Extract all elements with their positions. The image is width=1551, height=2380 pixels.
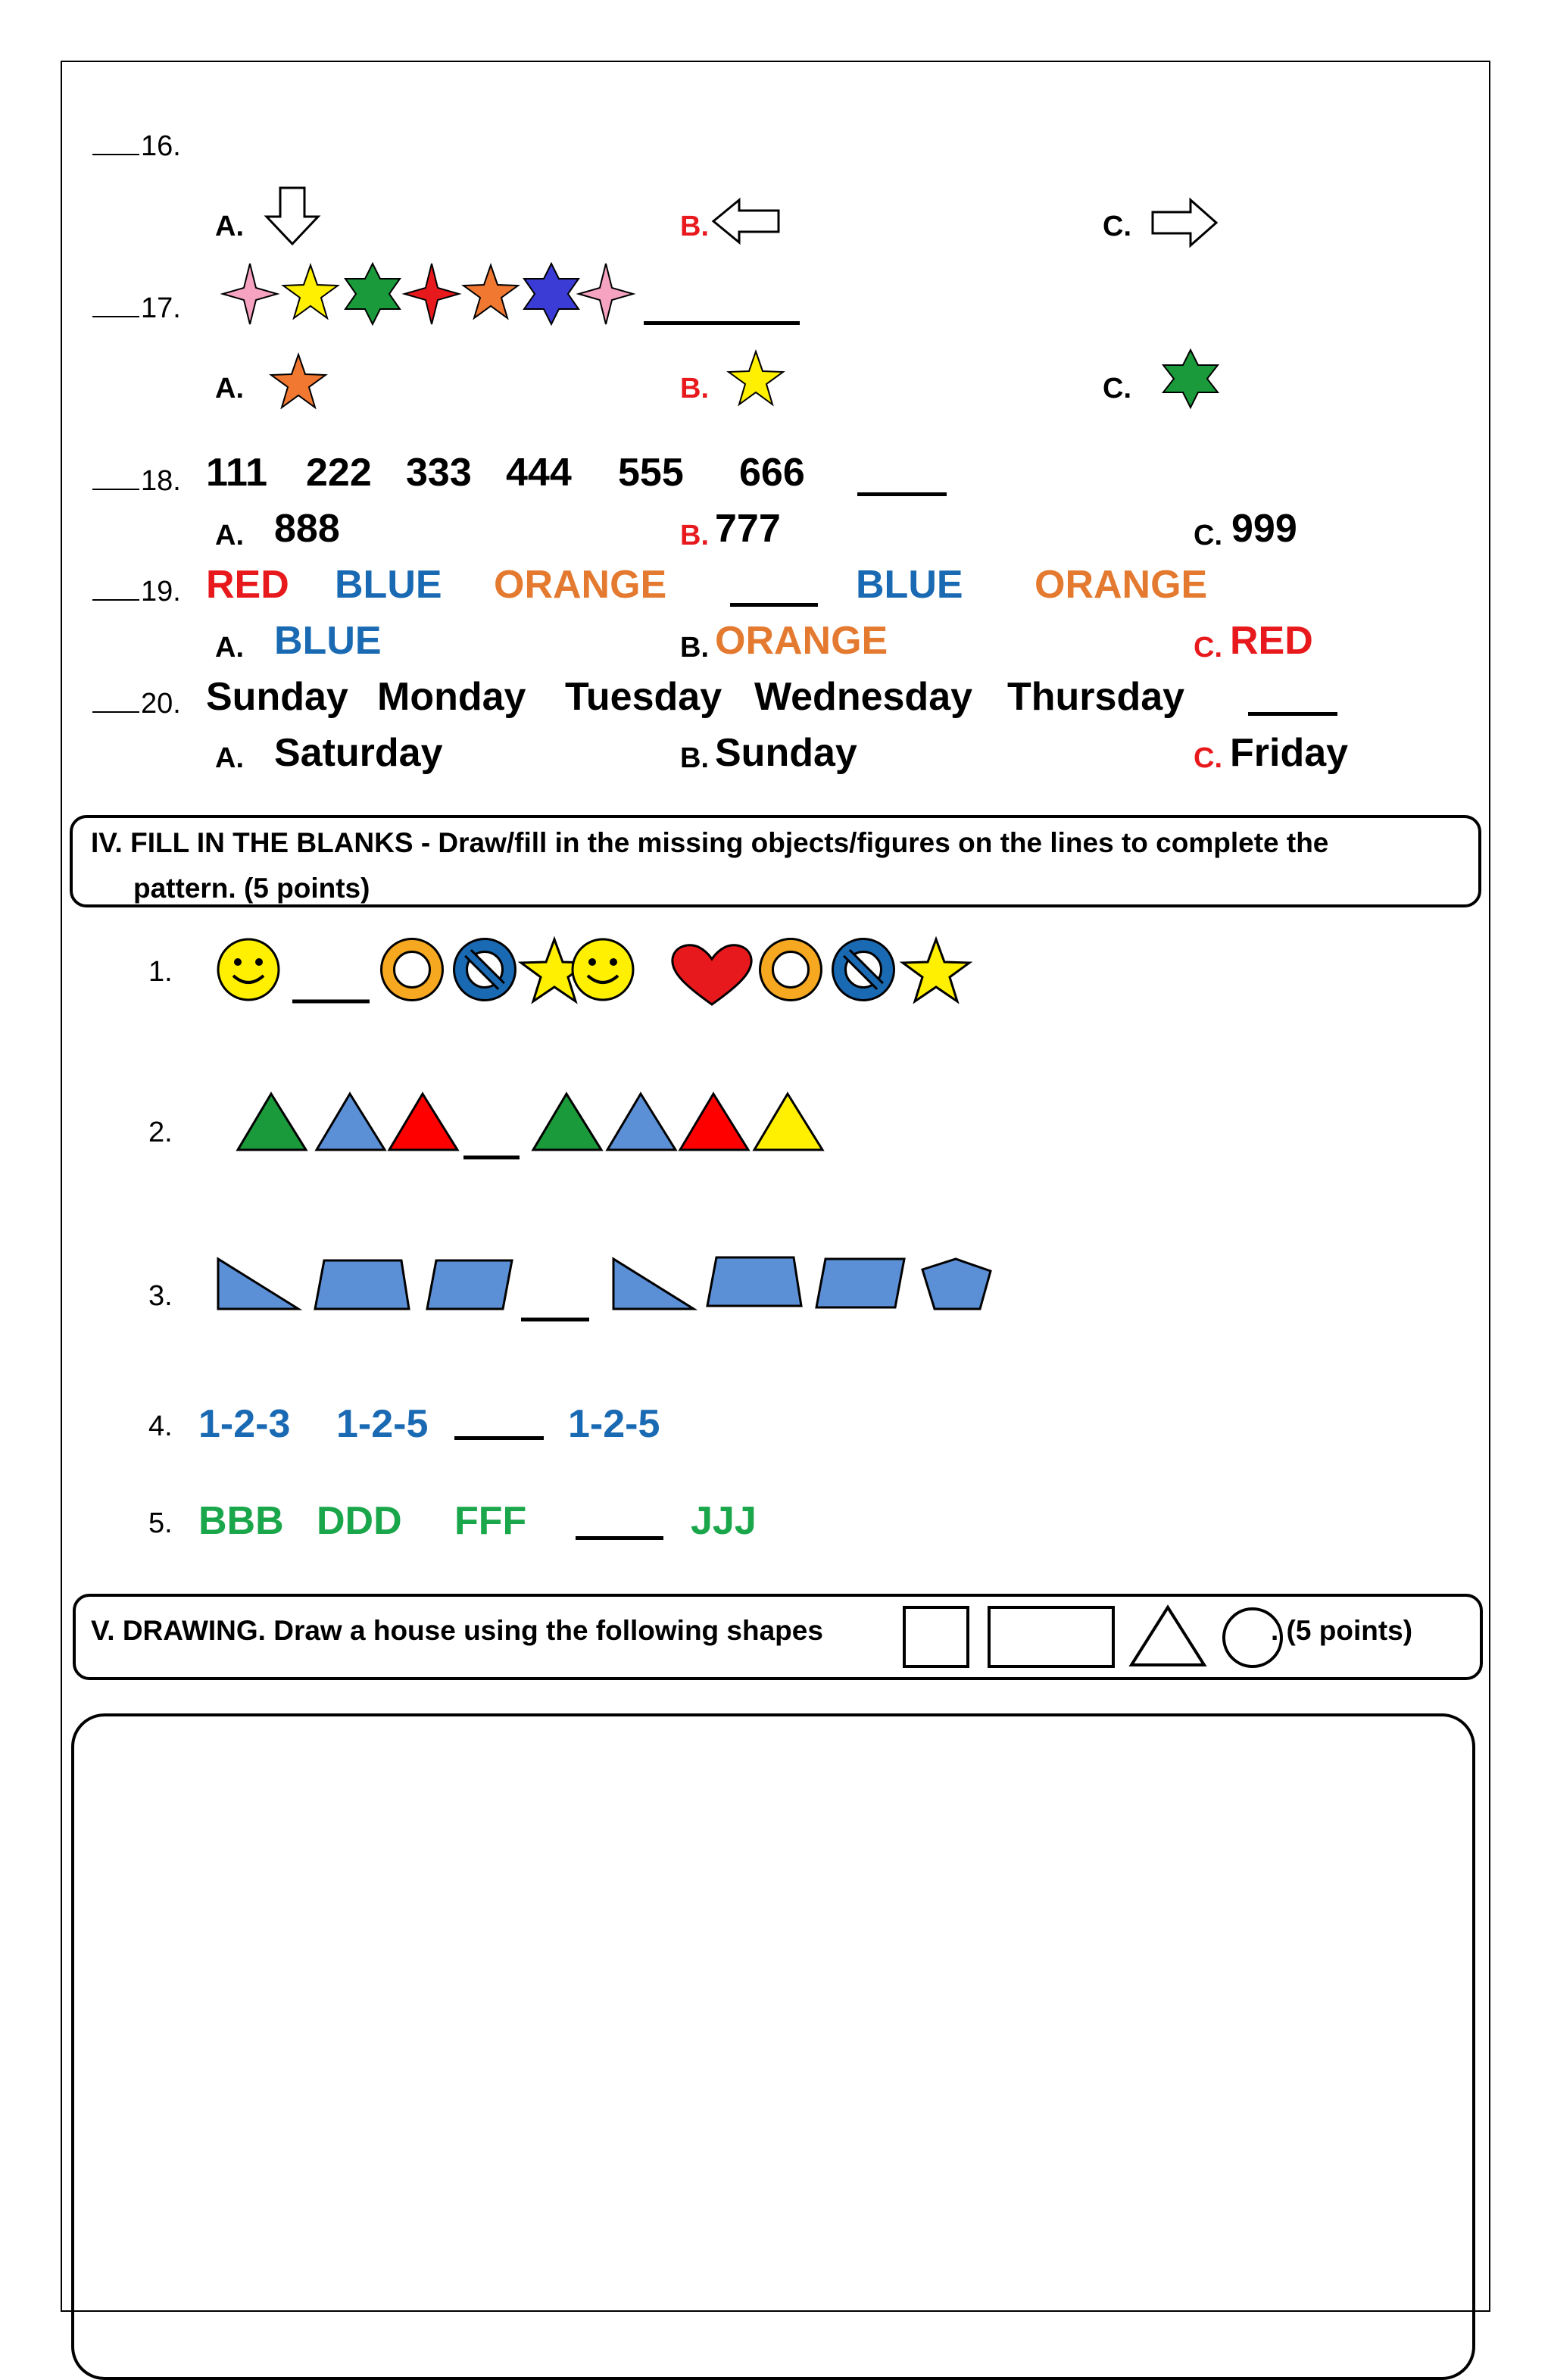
pattern-5-item-1: BBB (198, 1499, 284, 1543)
section-4-title-line2: pattern. (5 points) (133, 873, 370, 904)
q18-option-c-letter: C. (1194, 520, 1222, 551)
q18-answer-line[interactable] (857, 492, 947, 496)
q19-option-c-letter: C. (1194, 632, 1222, 664)
question-16-number: 16. (92, 130, 181, 163)
q20-seq-5: Thursday (1007, 675, 1185, 719)
q20-seq-1: Sunday (206, 675, 348, 719)
q19-seq-red: RED (206, 563, 289, 607)
red-four-point-star-icon (404, 264, 459, 324)
green-six-point-star-icon (345, 264, 400, 324)
q20-seq-4: Wednesday (754, 675, 973, 719)
parallelogram-icon (816, 1259, 904, 1307)
pattern-4-item-3: 1-2-5 (568, 1402, 660, 1446)
section-4-title-line1: IV. FILL IN THE BLANKS - Draw/fill in the missing objects/figures on the lines to complete the (91, 827, 1329, 858)
orange-star-icon (463, 265, 518, 318)
blue-no-sign-icon (460, 945, 509, 994)
pink-four-point-star-icon (579, 264, 633, 324)
blue-no-sign-icon (839, 945, 888, 994)
q20-seq-2: Monday (377, 675, 526, 719)
pink-four-point-star-icon (223, 264, 277, 324)
orange-ring-icon (388, 945, 436, 994)
q18-seq-2: 222 (306, 451, 372, 495)
trapezoid-icon (707, 1257, 801, 1306)
q19-answer-line[interactable] (730, 603, 818, 607)
yellow-star-icon (727, 350, 785, 406)
pattern-4-number: 4. (148, 1410, 173, 1442)
q19-seq-blue-2: BLUE (856, 563, 963, 607)
pattern-3-number: 3. (148, 1280, 173, 1312)
yellow-star-icon (903, 939, 969, 1001)
right-triangle-icon (218, 1259, 298, 1309)
smiley-face-icon (218, 939, 279, 1000)
q19-seq-orange: ORANGE (494, 563, 667, 607)
section-5-points: . (5 points) (1271, 1615, 1413, 1646)
pattern-4-answer-line[interactable] (454, 1436, 544, 1440)
red-triangle-icon (389, 1094, 457, 1150)
q19-option-b-text: ORANGE (715, 619, 888, 663)
pattern-5-number: 5. (148, 1507, 173, 1539)
q16-option-a-letter: A. (215, 211, 244, 242)
q17-star-sequence (223, 262, 632, 326)
orange-star-icon (270, 353, 327, 409)
question-20-number: 20. (92, 688, 181, 720)
green-six-point-star-icon (1160, 348, 1221, 409)
q16-option-c-letter: C. (1103, 211, 1131, 242)
rectangle-shape-icon (989, 1607, 1113, 1666)
q19-option-c-text: RED (1230, 619, 1313, 663)
q19-option-b-letter: B. (680, 632, 709, 664)
red-heart-icon (673, 945, 751, 1004)
q20-option-a-letter: A. (215, 742, 244, 774)
red-triangle-icon (680, 1094, 748, 1150)
pentagon-icon (922, 1259, 991, 1309)
pattern-4-item-1: 1-2-3 (198, 1402, 291, 1446)
q19-option-a-letter: A. (215, 632, 244, 664)
trapezoid-icon (315, 1260, 409, 1309)
triangle-shape-icon (1131, 1607, 1204, 1665)
green-triangle-icon (533, 1094, 601, 1150)
blue-six-point-star-icon (524, 264, 579, 324)
q20-option-b-text: Sunday (715, 731, 857, 775)
q20-option-a-text: Saturday (274, 731, 443, 775)
q17-option-b-letter: B. (680, 373, 709, 404)
q20-option-b-letter: B. (680, 742, 709, 774)
question-19-number: 19. (92, 576, 181, 608)
q18-option-b-letter: B. (680, 520, 709, 551)
pattern-5-item-4: JJJ (691, 1499, 757, 1543)
drawing-area[interactable] (71, 1713, 1475, 2380)
right-triangle-icon (613, 1259, 694, 1309)
yellow-triangle-icon (754, 1094, 822, 1150)
q16-option-b-letter: B. (680, 211, 709, 242)
q18-seq-4: 444 (506, 451, 572, 495)
green-triangle-icon (238, 1094, 306, 1150)
blue-triangle-icon (317, 1094, 385, 1150)
q18-option-a-text: 888 (274, 507, 340, 551)
pattern-3-sequence (215, 1253, 1003, 1329)
section-5-shapes (901, 1601, 1295, 1671)
q20-option-c-letter: C. (1194, 742, 1222, 774)
parallelogram-icon (427, 1260, 512, 1309)
q17-answer-line[interactable] (644, 321, 800, 325)
orange-ring-icon (766, 945, 815, 994)
smiley-face-icon (573, 939, 633, 1000)
q18-seq-3: 333 (406, 451, 472, 495)
section-5-title: V. DRAWING. Draw a house using the following shapes (91, 1615, 823, 1646)
q19-seq-blue: BLUE (335, 563, 442, 607)
q18-option-c-text: 999 (1231, 507, 1297, 551)
pattern-5-item-3: FFF (454, 1499, 527, 1543)
q17-option-a-letter: A. (215, 373, 244, 404)
q18-option-a-letter: A. (215, 520, 244, 551)
pattern-2-sequence (236, 1091, 827, 1167)
right-arrow-outline-icon (1151, 198, 1219, 247)
q19-option-a-text: BLUE (274, 619, 382, 663)
q17-option-c-letter: C. (1103, 373, 1131, 404)
pattern-2-number: 2. (148, 1117, 173, 1148)
pattern-1-number: 1. (148, 956, 173, 988)
pattern-5-answer-line[interactable] (576, 1536, 663, 1540)
q20-option-c-text: Friday (1230, 731, 1349, 775)
q20-seq-3: Tuesday (565, 675, 722, 719)
pattern-1-sequence (214, 932, 986, 1007)
q18-seq-6: 666 (739, 451, 805, 495)
pattern-5-item-2: DDD (317, 1499, 402, 1543)
square-shape-icon (904, 1607, 968, 1666)
yellow-star-icon (283, 265, 338, 318)
blue-triangle-icon (607, 1094, 676, 1150)
pattern-4-item-2: 1-2-5 (336, 1402, 429, 1446)
question-18-number: 18. (92, 465, 181, 498)
q19-seq-orange-2: ORANGE (1035, 563, 1208, 607)
down-arrow-outline-icon (265, 186, 320, 245)
q20-answer-line[interactable] (1248, 712, 1337, 716)
q18-option-b-text: 777 (715, 507, 781, 551)
q18-seq-1: 111 (206, 451, 268, 495)
left-arrow-outline-icon (712, 198, 782, 244)
q18-seq-5: 555 (618, 451, 684, 495)
question-17-number: 17. (92, 292, 181, 325)
